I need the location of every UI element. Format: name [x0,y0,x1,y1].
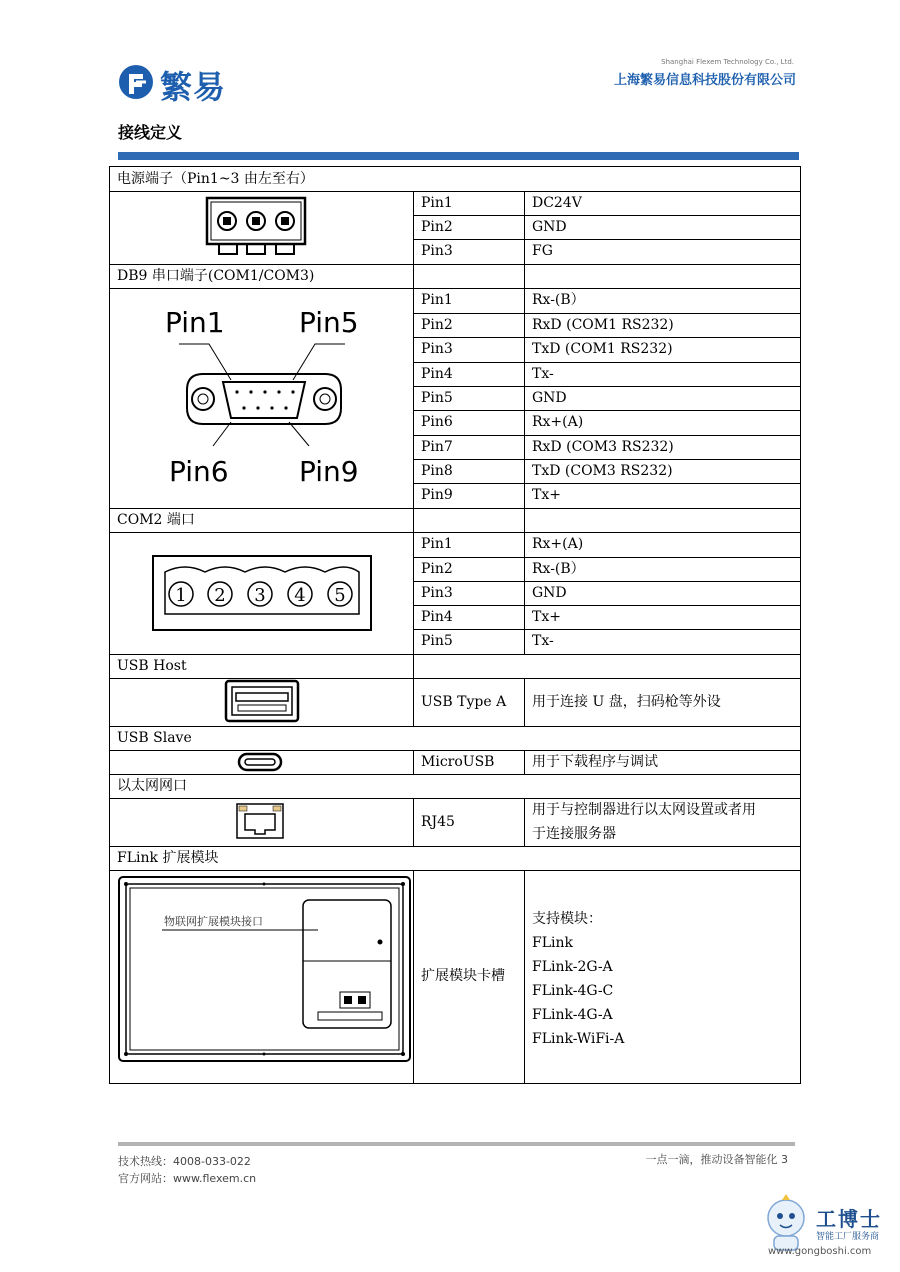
power-desc-1: DC24V [532,195,582,211]
db9-pin-1: Pin1 [421,292,453,308]
db9-pin-7: Pin7 [421,439,453,455]
com2-circle-5: 5 [334,585,346,606]
usb-host-desc: 用于连接 U 盘，扫码枪等外设 [532,694,721,710]
com2-circle-3: 3 [254,585,266,606]
power-pin-3: Pin3 [421,243,453,259]
db9-pin-5: Pin5 [421,390,453,406]
db9-pin-9: Pin9 [421,487,453,503]
db9-desc-3: TxD (COM1 RS232) [532,341,673,357]
section-title-usb-host: USB Host [117,658,187,674]
com2-circle-4: 4 [294,585,306,606]
db9-desc-2: RxD (COM1 RS232) [532,317,674,333]
flink-support-title: 支持模块： [532,911,602,927]
db9-desc-5: GND [532,390,567,406]
usb-host-type: USB Type A [421,694,507,710]
usb-slave-desc: 用于下载程序与调试 [532,754,658,770]
db9-pin-4: Pin4 [421,366,453,382]
flink-diagram-label: 物联网扩展模块接口 [164,915,263,928]
watermark-subtitle: 智能工厂服务商 [816,1232,880,1242]
footer-divider [118,1142,795,1146]
db9-desc-4: Tx- [532,366,554,382]
db9-pin-2: Pin2 [421,317,453,333]
power-desc-2: GND [532,219,567,235]
section-title-usb-slave: USB Slave [117,730,192,746]
db9-pin-3: Pin3 [421,341,453,357]
power-pin-1: Pin1 [421,195,453,211]
page-title: 接线定义 [118,123,183,142]
section-title-ethernet: 以太网网口 [117,778,187,794]
power-desc-3: FG [532,243,553,259]
title-bar [118,152,799,160]
com2-desc-4: Tx+ [532,609,561,625]
com2-circle-1: 1 [175,585,187,606]
com2-desc-2: Rx-(B） [532,561,585,577]
flink-module-5: FLink-WiFi-A [532,1031,625,1047]
flink-slot-diagram [118,876,411,1062]
com2-pin-2: Pin2 [421,561,453,577]
flink-module-4: FLink-4G-A [532,1007,613,1023]
db9-label-pin6: Pin6 [169,455,229,488]
db9-label-pin9: Pin9 [299,455,359,488]
com2-desc-1: Rx+(A) [532,536,584,552]
db9-desc-6: Rx+(A) [532,414,584,430]
footer-website: 官方网站：www.flexem.cn [118,1172,257,1185]
com2-circle-2: 2 [214,585,226,606]
watermark-name: 工博士 [816,1207,882,1231]
section-title-power: 电源端子（Pin1~3 由左至右） [117,171,314,187]
usb-type-a-icon [224,679,300,723]
com2-pin-1: Pin1 [421,536,453,552]
micro-usb-icon [237,752,283,772]
db9-desc-7: RxD (COM3 RS232) [532,439,674,455]
com2-desc-3: GND [532,585,567,601]
db9-desc-9: Tx+ [532,487,561,503]
usb-slave-type: MicroUSB [421,754,495,770]
flink-type: 扩展模块卡槽 [421,968,505,984]
ethernet-desc-line1: 用于与控制器进行以太网设置或者用 [532,802,756,818]
db9-label-pin5: Pin5 [299,306,359,339]
section-title-db9: DB9 串口端子(COM1/COM3) [117,268,315,284]
wiring-table [109,166,801,1083]
watermark-url: www.gongboshi.com [768,1246,872,1257]
db9-connector-icon [159,296,369,496]
flexem-logo-icon [118,64,154,100]
db9-pin-6: Pin6 [421,414,453,430]
power-pin-2: Pin2 [421,219,453,235]
section-title-flink: FLink 扩展模块 [117,850,219,866]
power-terminal-icon [205,196,307,258]
db9-desc-1: Rx-(B） [532,292,585,308]
flink-module-3: FLink-4G-C [532,983,614,999]
db9-label-pin1: Pin1 [165,306,225,339]
mascot-icon [760,1192,814,1254]
footer-slogan: 一点一滴，推动设备智能化 3 [645,1153,788,1166]
company-name-en: Shanghai Flexem Technology Co., Ltd. [661,58,794,66]
com2-terminal-icon [151,554,373,632]
com2-pin-3: Pin3 [421,585,453,601]
db9-pin-8: Pin8 [421,463,453,479]
com2-pin-4: Pin4 [421,609,453,625]
company-name-cn: 上海繁易信息科技股份有限公司 [613,73,796,88]
logo-text: 繁易 [160,68,227,106]
ethernet-type: RJ45 [421,814,455,830]
footer-hotline: 技术热线：4008-033-022 [118,1155,251,1168]
section-title-com2: COM2 端口 [117,512,195,528]
flink-module-1: FLink [532,935,573,951]
flink-module-2: FLink-2G-A [532,959,613,975]
rj45-port-icon [235,802,285,840]
ethernet-desc-line2: 于连接服务器 [532,826,616,842]
com2-pin-5: Pin5 [421,633,453,649]
com2-desc-5: Tx- [532,633,554,649]
db9-desc-8: TxD (COM3 RS232) [532,463,673,479]
